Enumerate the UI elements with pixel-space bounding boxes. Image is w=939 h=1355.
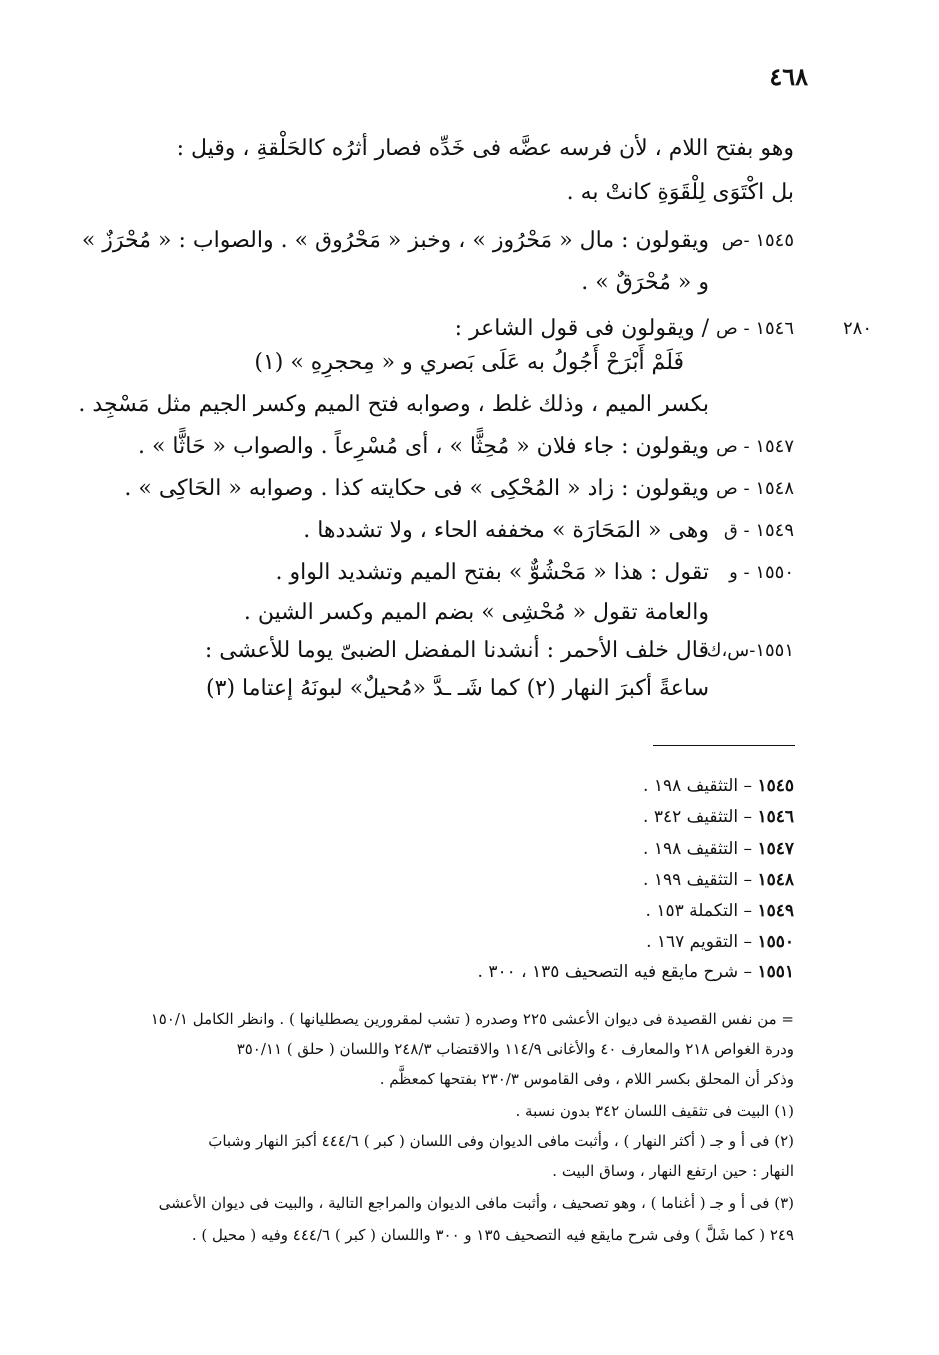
reference-text: – التقويم ١٦٧ .	[646, 932, 753, 952]
reference-line	[643, 835, 794, 863]
entry-text: ويقولون : مال « مَحْرُوز » ، وخبز « مَحْرُوق » . والصواب : « مُحْرَزٌ »	[81, 228, 709, 253]
footnote-line: (١) البيت فى تثقيف اللسان ٣٤٢ بدون نسبة .	[515, 1102, 794, 1120]
footnote-line: ودرة الغواص ٢١٨ والمعارف ٤٠ والأغانى ١١٤/٩ والاقتضاب ٢٤٨/٣ واللسان ( حلق ) ٣٥٠/١١	[236, 1040, 794, 1058]
footnote-line: النهار : حين ارتفع النهار ، وساق البيت .	[552, 1162, 794, 1180]
entry-text: تقول : هذا « مَحْشُوٌّ » بفتح الميم وتشديد الواو .	[275, 560, 709, 585]
reference-line	[643, 772, 794, 800]
entry-text: ويقولون : زاد « المُحْكِى » فى حكايته كذا . وصوابه « الحَاكِى » .	[124, 476, 709, 501]
footnote-rule	[653, 745, 795, 746]
footnote-line: ٢٤٩ ( كما شَلَّ ) وفى شرح مايقع فيه التصحيف ١٣٥ و ٣٠٠ واللسان ( كبر ) ٤٤٤/٦ وفيه ( محيل ) .	[191, 1226, 794, 1244]
reference-number: ١٥٤٨	[757, 870, 794, 890]
entry-number: ١٥٤٦ - ص	[716, 318, 794, 339]
entry-text: قال خلف الأحمر : أنشدنا المفضل الضبىّ يوما للأعشى :	[204, 638, 709, 663]
footnote-line: وذكر أن المحلق بكسر اللام ، وفى القاموس ٢٣٠/٣ بفتحها كمعظَّم .	[379, 1070, 794, 1088]
reference-number: ١٥٥٠	[757, 932, 794, 952]
reference-text: – التثقيف ١٩٨ .	[643, 839, 753, 859]
entry-text: بكسر الميم ، وذلك غلط ، وصوابه فتح الميم وكسر الجيم مثل مَسْجِد .	[78, 392, 709, 417]
entry-number: ١٥٥٠ - و	[729, 562, 794, 583]
page-number: ٤٦٨	[769, 62, 808, 91]
reference-line	[646, 897, 794, 925]
reference-line	[646, 928, 794, 956]
footnote-line: (٢) فى أ و جـ ( أكثر النهار ) ، وأثبت مافى الديوان وفى اللسان ( كبر ) ٤٤٤/٦ أكبرَ النهار وشبابَ	[208, 1132, 794, 1150]
entry-number: ١٥٤٧ - ص	[716, 436, 794, 457]
reference-text: – التثقيف ١٩٩ .	[643, 870, 753, 890]
continuation-line: وهو بفتح اللام ، لأن فرسه عضَّه فى خَدِّه فصار أثرُه كالحَلْقةِ ، وقيل :	[176, 136, 794, 161]
reference-line	[643, 803, 794, 831]
entry-number: ١٥٤٨ - ص	[716, 478, 794, 499]
entry-text: وهى « المَحَارَة » مخففه الحاء ، ولا تشددها .	[303, 518, 709, 543]
reference-text: – التكملة ١٥٣ .	[645, 901, 753, 921]
margin-number: ٢٨٠	[842, 318, 872, 339]
reference-number: ١٥٤٥	[757, 776, 794, 796]
entry-text: / ويقولون فى قول الشاعر :	[454, 316, 709, 341]
reference-text: – شرح مايقع فيه التصحيف ١٣٥ ، ٣٠٠ .	[477, 962, 753, 982]
verse: فَلَمْ أَبْرَحْ أَجُولُ به عَلَى بَصري و « مِحجرِهِ » (١)	[254, 350, 684, 375]
entry-text: ويقولون : جاء فلان « مُحِثًّا » ، أى مُسْرِعاً . والصواب « حَاثًّا » .	[137, 434, 709, 459]
reference-number: ١٥٥١	[757, 962, 794, 982]
entry-number: ١٥٤٥ -ص	[721, 230, 794, 251]
reference-text: – التثقيف ٣٤٢ .	[643, 807, 753, 827]
entry-number: ١٥٤٩ - ق	[723, 520, 794, 541]
footnote-line: = من نفس القصيدة فى ديوان الأعشى ٢٢٥ وصدره ( تشب لمقرورين يصطليانها ) . وانظر الكامل ١٥٠/١	[150, 1010, 794, 1028]
footnote-line: (٣) فى أ و جـ ( أغناما ) ، وهو تصحيف ، وأثبت مافى الديوان والمراجع التالية ، والبيت فى ديوان الأعشى	[158, 1194, 794, 1212]
verse: ساعةً أكبرَ النهار (٢) كما شَـ ـدَّ «مُحيلٌ» لبونَهُ إعتاما (٣)	[206, 676, 709, 701]
entry-text: والعامة تقول « مُحْشِى » بضم الميم وكسر الشين .	[243, 600, 709, 625]
entry-number: ١٥٥١-س،ك	[706, 640, 794, 661]
reference-text: – التثقيف ١٩٨ .	[643, 776, 753, 796]
reference-number: ١٥٤٩	[757, 901, 794, 921]
reference-number: ١٥٤٦	[757, 807, 794, 827]
reference-line	[478, 958, 795, 986]
reference-number: ١٥٤٧	[757, 839, 794, 859]
reference-line	[643, 866, 794, 894]
entry-text: و « مُحْرَقٌ » .	[581, 270, 709, 295]
continuation-line: بل اكْتَوَى لِلْقَوَةِ كانتْ به .	[566, 180, 794, 205]
